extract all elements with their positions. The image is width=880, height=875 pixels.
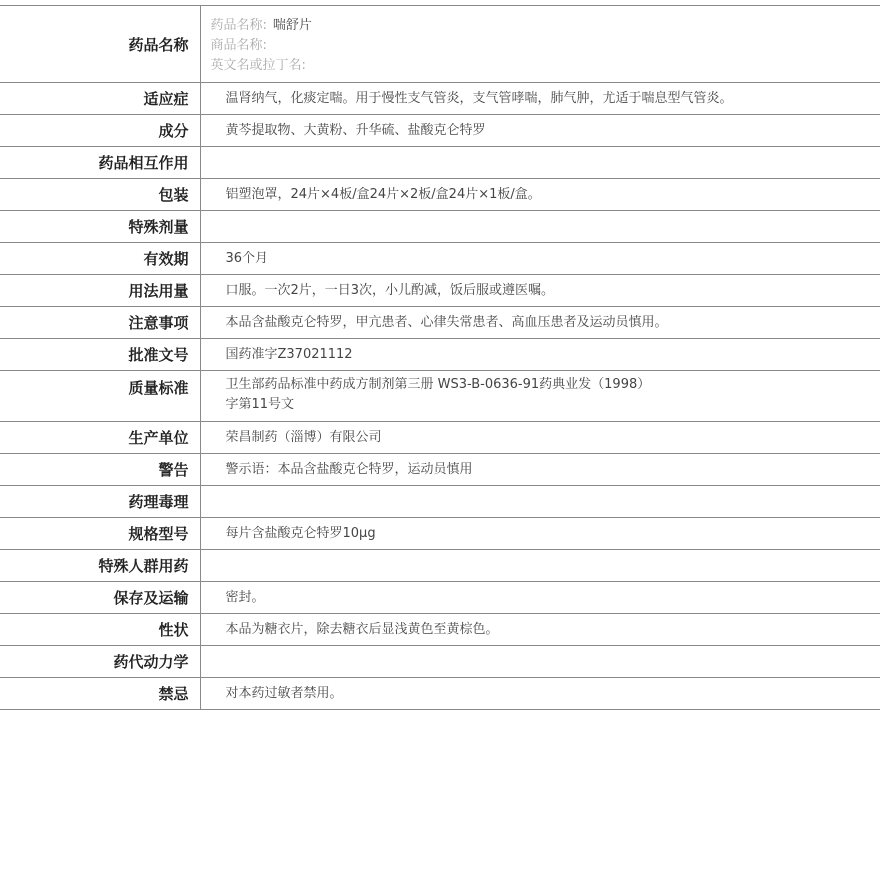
row-label: 适应症 <box>0 83 200 115</box>
drug-spec-table <box>0 5 880 710</box>
row-label: 生产单位 <box>0 422 200 454</box>
row-packaging <box>0 179 880 211</box>
row-quality-standard <box>0 371 880 422</box>
row-special-population <box>0 550 880 582</box>
row-label: 警告 <box>0 454 200 486</box>
row-label: 禁忌 <box>0 678 200 710</box>
row-label: 特殊人群用药 <box>0 550 200 582</box>
row-interactions <box>0 147 880 179</box>
row-label: 性状 <box>0 614 200 646</box>
row-value: 温肾纳气，化痰定喘。用于慢性支气管炎，支气管哮喘，肺气肿，尤适于喘息型气管炎。 <box>200 83 880 115</box>
row-value <box>200 371 880 422</box>
row-value <box>200 646 880 678</box>
drug-name-cell <box>200 6 880 83</box>
row-value <box>200 147 880 179</box>
row-storage-transport <box>0 582 880 614</box>
row-label: 药代动力学 <box>0 646 200 678</box>
row-contraindications <box>0 678 880 710</box>
row-special-dosage <box>0 211 880 243</box>
row-value: 本品含盐酸克仑特罗，甲亢患者、心律失常患者、高血压患者及运动员慎用。 <box>200 307 880 339</box>
trade-name-line <box>211 36 880 56</box>
trade-name-key: 商品名称: <box>211 38 267 53</box>
row-precautions <box>0 307 880 339</box>
row-label: 药理毒理 <box>0 486 200 518</box>
row-pharmacokinetics <box>0 646 880 678</box>
row-label: 批准文号 <box>0 339 200 371</box>
quality-standard-line-2: 字第11号文 <box>226 395 880 415</box>
row-label: 用法用量 <box>0 275 200 307</box>
drug-name-value: 喘舒片 <box>273 18 312 33</box>
row-value <box>200 550 880 582</box>
row-label: 保存及运输 <box>0 582 200 614</box>
english-name-line <box>211 56 880 76</box>
row-drug-name <box>0 6 880 83</box>
row-label: 注意事项 <box>0 307 200 339</box>
row-value: 国药准字Z37021112 <box>200 339 880 371</box>
row-value: 36个月 <box>200 243 880 275</box>
row-value: 口服。一次2片，一日3次，小儿酌减，饭后服或遵医嘱。 <box>200 275 880 307</box>
row-label: 成分 <box>0 115 200 147</box>
row-warning <box>0 454 880 486</box>
drug-name-key: 药品名称: <box>211 18 267 33</box>
row-ingredients <box>0 115 880 147</box>
drug-name-line <box>211 16 880 36</box>
row-label: 质量标准 <box>0 371 200 422</box>
row-value: 荣昌制药（淄博）有限公司 <box>200 422 880 454</box>
row-value: 每片含盐酸克仑特罗10μg <box>200 518 880 550</box>
row-usage-dosage <box>0 275 880 307</box>
row-value <box>200 211 880 243</box>
row-appearance <box>0 614 880 646</box>
row-value: 警示语：本品含盐酸克仑特罗，运动员慎用 <box>200 454 880 486</box>
row-manufacturer <box>0 422 880 454</box>
row-label: 特殊剂量 <box>0 211 200 243</box>
row-label: 有效期 <box>0 243 200 275</box>
english-name-key: 英文名或拉丁名: <box>211 58 306 73</box>
row-value: 黄芩提取物、大黄粉、升华硫、盐酸克仑特罗 <box>200 115 880 147</box>
row-specification <box>0 518 880 550</box>
row-value: 对本药过敏者禁用。 <box>200 678 880 710</box>
row-value: 铝塑泡罩，24片×4板/盒24片×2板/盒24片×1板/盒。 <box>200 179 880 211</box>
row-label: 药品相互作用 <box>0 147 200 179</box>
quality-standard-line-1: 卫生部药品标准中药成方制剂第三册 WS3-B-0636-91药典业发（1998） <box>226 375 880 395</box>
row-value <box>200 486 880 518</box>
row-shelf-life <box>0 243 880 275</box>
row-indications <box>0 83 880 115</box>
row-pharmacology <box>0 486 880 518</box>
row-value: 密封。 <box>200 582 880 614</box>
row-value: 本品为糖衣片，除去糖衣后显浅黄色至黄棕色。 <box>200 614 880 646</box>
row-label: 包装 <box>0 179 200 211</box>
row-label: 药品名称 <box>0 6 200 83</box>
row-approval-number <box>0 339 880 371</box>
row-label: 规格型号 <box>0 518 200 550</box>
